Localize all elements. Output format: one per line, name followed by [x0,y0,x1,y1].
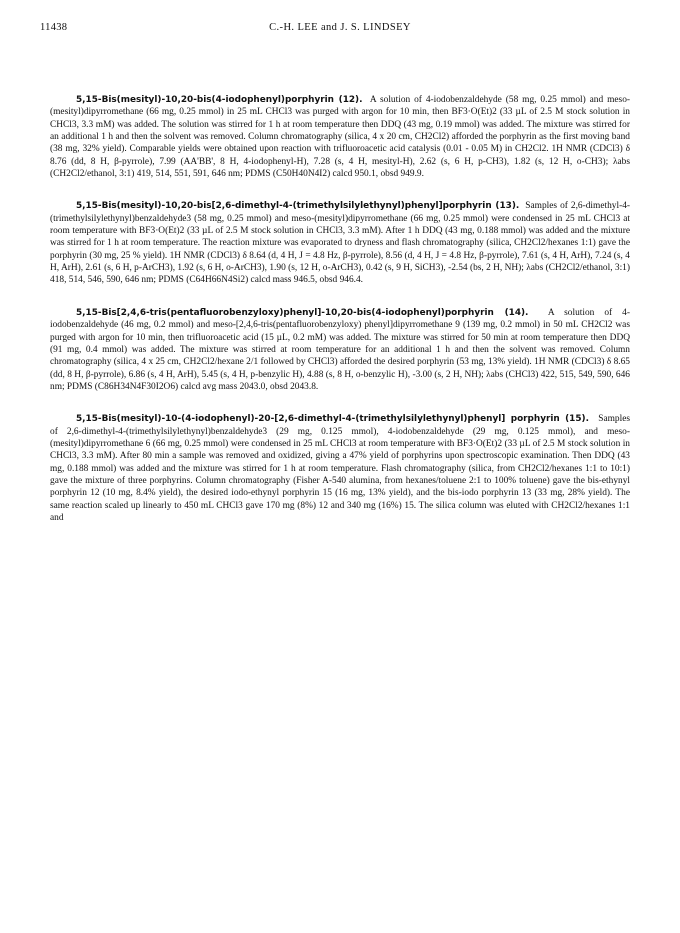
article-body [50,94,630,544]
compound-entry-13 [50,200,630,286]
compound-entry-14 [50,307,630,393]
page-header [40,22,640,36]
compound-procedure: A solution of 4-iodobenzaldehyde (58 mg, 0.25 mmol) and meso-(mesityl)dipyrromethane (66 mg, 0.25 mmol) in 25 mL CHCl3 was purged with argon for 10 min, then BF3·O(Et)2 (33 µL of 2.5 M stock solution in CHCl3, 3.3 mM) was added. The solution was stirred for 1 h at room temperature then DDQ (43 mg, 0.19 mmol) was added. The mixture was stirred for an additional 1 h and then the solvent was removed. Column chromatography (silica, 4 x 20 cm, CH2Cl2) afforded the porphyrin as the first moving band (38 mg, 32% yield). Comparable yields were obtained upon reaction with trifluoroacetic acid catalysis (0.01 - 0.05 M) in CH2Cl2. 1H NMR (CDCl3) δ 8.76 (dd, 8 H, β-pyrrole), 7.99 (AA'BB', 8 H, 4-iodophenyl-H), 7.28 (s, 4 H, mesityl-H), 2.62 (s, 6 H, p-CH3), 1.82 (s, 12 H, o-CH3); λabs (CH2Cl2/ethanol, 3:1) 419, 514, 551, 591, 646 nm; PDMS (C50H40N4I2) calcd 950.1, obsd 949.9. [50,95,631,180]
compound-title: 5,15-Bis(mesityl)-10-(4-iodophenyl)-20-[2,6-dimethyl-4-(trimethylsilylethynyl)phenyl] porphyrin (15). [76,414,589,425]
compound-entry-15 [50,413,630,524]
page-number: 11438 [40,22,68,33]
compound-title: 5,15-Bis(mesityl)-10,20-bis[2,6-dimethyl-4-(trimethylsilylethynyl)phenyl]porphyrin (13). [76,201,520,212]
compound-procedure: Samples of 2,6-dimethyl-4-(trimethylsilylethynyl)benzaldehyde3 (29 mg, 0.125 mmol), 4-iodobenzaldehyde (29 mg, 0.125 mmol), and meso-(mesityl)dipyrromethane 6 (66 mg, 0.25 mmol) were condensed in 25 mL CHCl3 at room temperature with BF3·O(Et)2 (33 µL of 2.5 M stock solution in CHCl3, 3.3 mM). After 80 min a sample was removed and oxidized, giving a 47% yield of porphyrins upon spectroscopic examination. Then DDQ (43 mg, 0.188 mmol) was added and the mixture was stirred for 1 h at room temperature. Flash chromatography (silica, from CH2Cl2/hexanes 1:1 to 10:1) gave the mixture of three porphyrins. Column chromatography (Fisher A-540 alumina, from hexanes/toluene 2:1 to 100% toluene) gave the bis-ethynyl porphyrin 12 (10 mg, 8.4% yield), the desired iodo-ethynyl porphyrin 15 (16 mg, 13% yield), and the bis-iodo porphyrin 13 (33 mg, 28% yield). The same reaction scaled up linearly to 450 mL CHCl3 gave 170 mg (8%) 12 and 340 mg (16%) 15. The silica column was eluted with CH2Cl2/hexanes 1:1 and [50,414,631,523]
compound-title: 5,15-Bis(mesityl)-10,20-bis(4-iodophenyl)porphyrin (12). [76,95,363,105]
running-head: C.-H. LEE and J. S. LINDSEY [269,22,411,33]
compound-entry-12 [50,94,630,180]
compound-title: 5,15-Bis[2,4,6-tris(pentafluorobenzyloxy)phenyl]-10,20-bis(4-iodophenyl)porphyrin (14). [76,307,529,318]
compound-procedure: Samples of 2,6-dimethyl-4-(trimethylsilylethynyl)benzaldehyde3 (58 mg, 0.25 mmol) and meso-(mesityl)dipyrromethane (66 mg, 0.25 mmol) were condensed in 25 mL CHCl3 at room temperature with BF3·O(Et)2 (33 µL of 2.5 M stock solution in CHCl3, 3.3 mM). After 1 h DDQ (43 mg, 0.188 mmol) was added and the mixture was stirred for 1 h at room temperature. The reaction mixture was evaporated to dryness and flash chromatography (silica, CH2Cl2/hexanes 1:1) gave the porphyrin (30 mg, 25 % yield). 1H NMR (CDCl3) δ 8.64 (d, 4 H, J = 4.8 Hz, β-pyrrole), 8.56 (d, 4 H, J = 4.8 Hz, β-pyrrole), 7.61 (s, 4 H, ArH), 7.24 (s, 4 H, ArH), 2.61 (s, 6 H, p-ArCH3), 1.92 (s, 6 H, o-ArCH3), 1.90 (s, 12 H, o-ArCH3), 0.42 (s, 9 H, SiCH3), -2.54 (bs, 2 H, NH); λabs (CH2Cl2/ethanol, 3:1) 418, 514, 546, 590, 646 nm; PDMS (C64H66N4Si2) calcd mass 946.5, obsd 946.4. [50,201,631,286]
compound-procedure: A solution of 4-iodobenzaldehyde (46 mg, 0.2 mmol) and meso-[2,4,6-tris(pentafluorobenzyloxy) phenyl]dipyrromethane 9 (139 mg, 0.2 mmol) in 50 mL CH2Cl2 was purged with argon for 10 min, then trifluoroacetic acid (15 µL, 0.2 mM) was added. The mixture was stirred for 50 min at room temperature then DDQ (91 mg, 0.4 mmol) was added. The mixture was stirred at room temperature for an additional 1 h and then the solvent was removed. Column chromatography (silica, 4 x 25 cm, CH2Cl2/hexane 2/1 followed by CHCl3) afforded the desired porphyrin (53 mg, 13% yield). 1H NMR (CDCl3) δ 8.65 (dd, 8 H, β-pyrrole), 6.86 (s, 4 H, ArH), 5.45 (s, 4 H, p-benzylic H), 4.88 (s, 8 H, o-benzylic H), -3.00 (s, 2 H, NH); λabs (CHCl3) 422, 515, 549, 590, 646 nm; PDMS (C86H34N4F30I2O6) calcd avg mass 2043.0, obsd 2043.8. [50,307,630,392]
